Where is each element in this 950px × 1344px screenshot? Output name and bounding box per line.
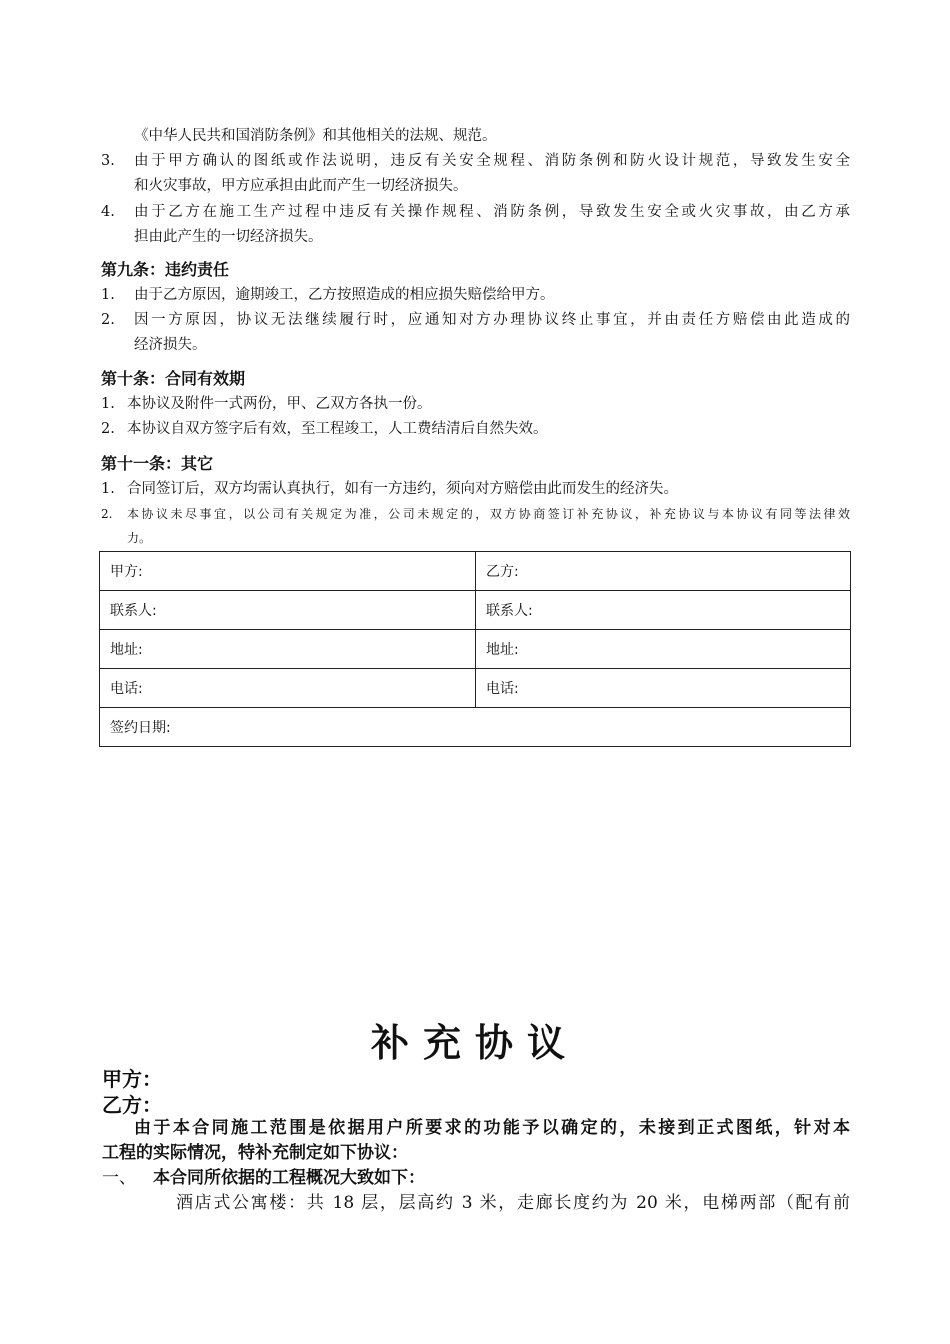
table-row (100, 552, 851, 591)
contact-b-cell: 联系人: (476, 591, 851, 630)
contact-a-cell: 联系人: (100, 591, 476, 630)
party-a-label: 甲方： (102, 1067, 162, 1091)
project-detail: 酒店式公寓楼：共 18 层，层高约 3 米，走廊长度约为 20 米，电梯两部（配有前 (176, 1193, 850, 1213)
item-number: 2. (101, 507, 113, 521)
section-heading: 第十条：合同有效期 (101, 369, 246, 388)
clause-continuation: 《中华人民共和国消防条例》和其他相关的法规、规范。 (134, 128, 497, 144)
intro-text: 由于本合同施工范围是依据用户所要求的功能予以确定的，未接到正式图纸，针对本 (134, 1118, 850, 1138)
item-number: 4. (101, 204, 115, 220)
party-a-cell: 甲方: (100, 552, 476, 591)
phone-a-cell: 电话: (100, 669, 476, 708)
clause-text: 由于甲方确认的图纸或作法说明，违反有关安全规程、消防条例和防火设计规范，导致发生安全 (134, 153, 850, 169)
party-b-label: 乙方： (102, 1093, 162, 1117)
supplement-title: 补充协议 (370, 1021, 579, 1065)
item-number: 1. (101, 396, 115, 412)
item-number: 1. (101, 287, 115, 303)
item-number: 2. (101, 312, 115, 328)
table-row (100, 708, 851, 747)
clause-text: 合同签订后，双方均需认真执行，如有一方违约，须向对方赔偿由此而发生的经济失。 (127, 481, 678, 497)
clause-text: 由于乙方在施工生产过程中违反有关操作规程、消防条例，导致发生安全或火灾事故，由乙方承 (134, 204, 850, 220)
intro-text: 工程的实际情况，特补充制定如下协议： (102, 1143, 408, 1163)
party-b-cell: 乙方: (476, 552, 851, 591)
phone-b-cell: 电话: (476, 669, 851, 708)
clause-text: 担由此产生的一切经济损失。 (134, 229, 323, 245)
address-b-cell: 地址: (476, 630, 851, 669)
section-heading: 第九条：违约责任 (101, 260, 230, 279)
clause-text: 由于乙方原因，逾期竣工，乙方按照造成的相应损失赔偿给甲方。 (134, 287, 555, 303)
signature-table (99, 551, 851, 747)
clause-text: 因一方原因，协议无法继续履行时，应通知对方办理协议终止事宜，并由责任方赔偿由此造成的 (134, 312, 850, 328)
address-a-cell: 地址: (100, 630, 476, 669)
clause-text: 经济损失。 (134, 337, 207, 353)
clause-text: 和火灾事故，甲方应承担由此而产生一切经济损失。 (134, 178, 468, 194)
clause-text: 本合同所依据的工程概况大致如下： (153, 1168, 425, 1188)
table-row (100, 669, 851, 708)
clause-text: 本协议未尽事宜，以公司有关规定为准，公司未规定的，双方协商签订补充协议，补充协议与本协议有同等法律效 (127, 507, 850, 521)
item-number: 3. (101, 153, 115, 169)
table-row (100, 591, 851, 630)
sign-date-cell: 签约日期: (100, 708, 851, 747)
item-number: 2. (101, 421, 115, 437)
table-row (100, 630, 851, 669)
item-number: 一、 (102, 1168, 136, 1188)
item-number: 1. (101, 481, 115, 497)
clause-text: 本协议自双方签字后有效，至工程竣工，人工费结清后自然失效。 (127, 421, 548, 437)
clause-text: 力。 (127, 531, 152, 545)
section-heading: 第十一条：其它 (101, 454, 214, 473)
clause-text: 本协议及附件一式两份，甲、乙双方各执一份。 (127, 396, 432, 412)
